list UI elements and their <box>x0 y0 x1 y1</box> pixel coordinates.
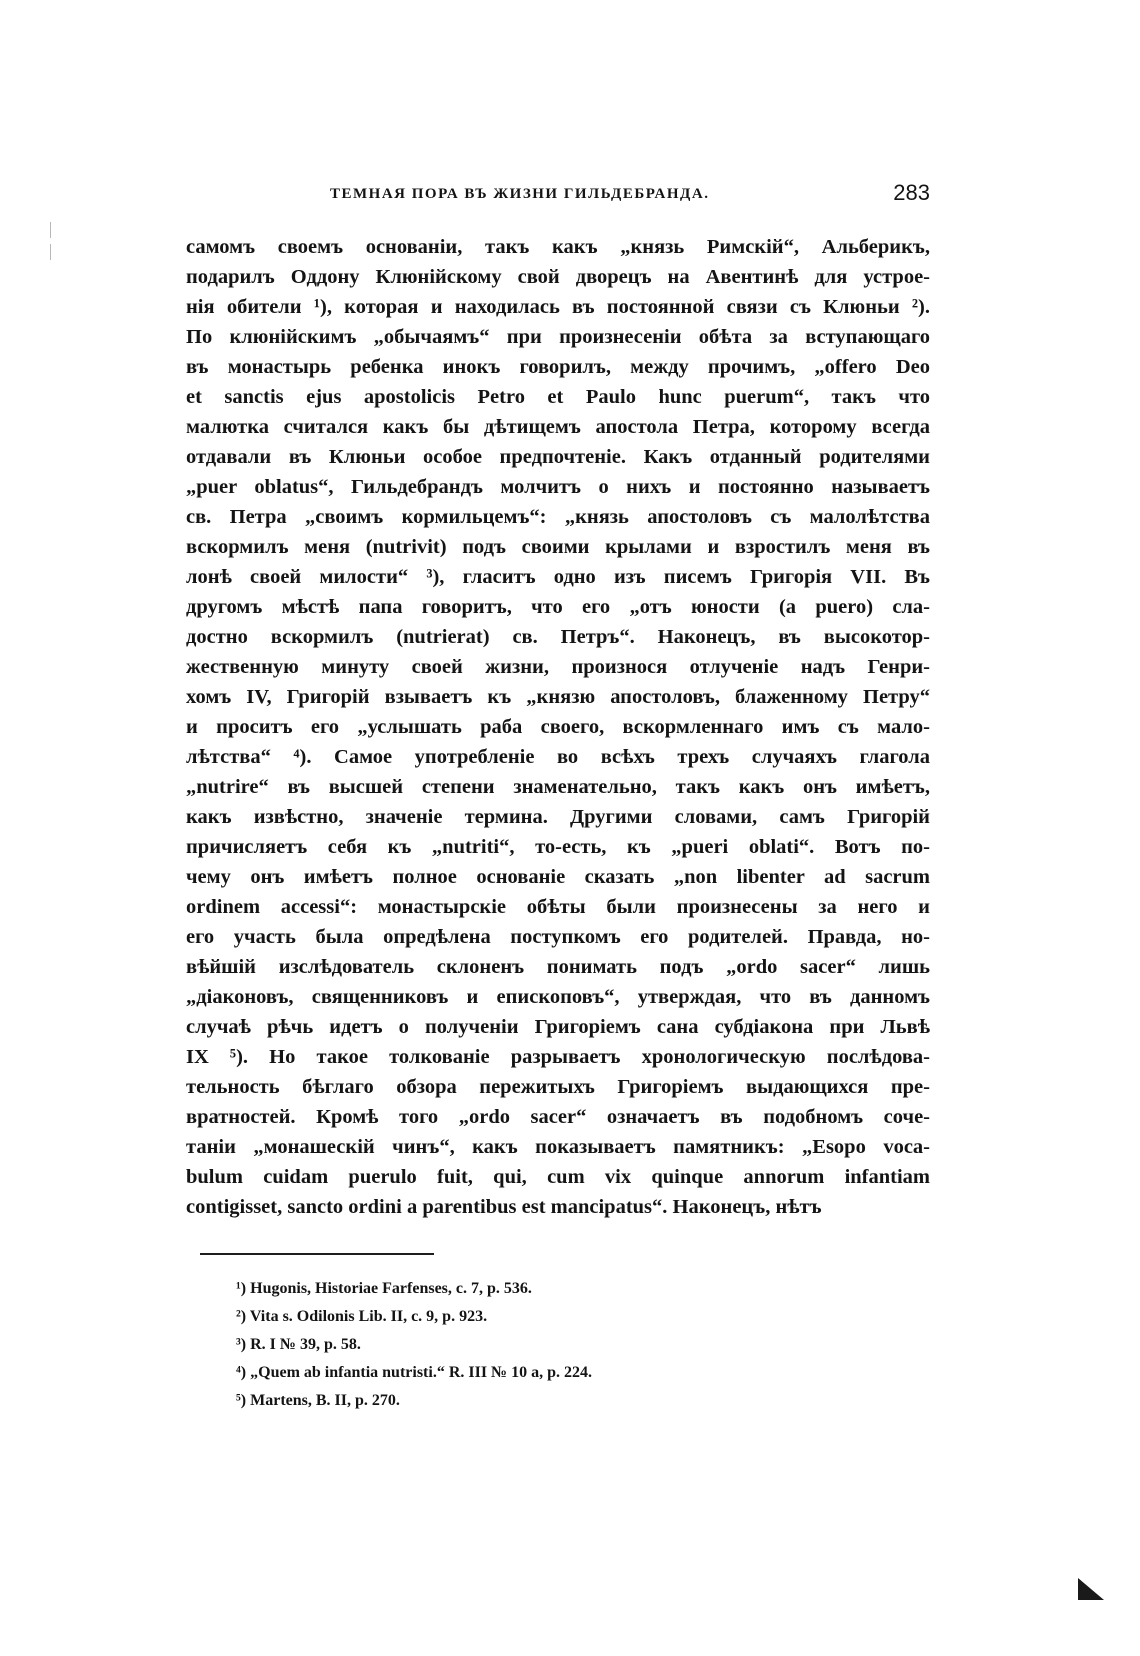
text-line: какъ извѣстно, значеніе термина. Другими словами, самъ Григорій <box>186 806 930 828</box>
text-line: хомъ IV, Григорій взываетъ къ „князю апостоловъ, блаженному Петру“ <box>186 686 930 708</box>
text-line: „діаконовъ, священниковъ и епископовъ“, утверждая, что въ данномъ <box>186 986 930 1008</box>
text-line: „nutrire“ въ высшей степени знаменательно, такъ какъ онъ имѣетъ, <box>186 776 930 798</box>
running-title: ТЕМНАЯ ПОРА ВЪ ЖИЗНИ ГИЛЬДЕБРАНДА. <box>330 186 710 202</box>
text-line: достно вскормилъ (nutrierat) св. Петръ“. Наконецъ, въ высокотор- <box>186 626 930 648</box>
footnote: ¹) Hugonis, Historiae Farfenses, c. 7, p. 536. <box>236 1280 532 1297</box>
text-line: его участь была опредѣлена поступкомъ его родителей. Правда, но- <box>186 926 930 948</box>
margin-mark-lower <box>50 244 51 260</box>
text-line: таніи „монашескій чинъ“, какъ показываетъ памятникъ: „Esopo voca- <box>186 1136 930 1158</box>
text-line: „puer oblatus“, Гильдебрандъ молчитъ о нихъ и постоянно называетъ <box>186 476 930 498</box>
text-line: въ монастырь ребенка инокъ говорилъ, между прочимъ, „offero Deo <box>186 356 930 378</box>
running-header <box>330 180 930 214</box>
text-line: тельность бѣглаго обзора пережитыхъ Григоріемъ выдающихся пре- <box>186 1076 930 1098</box>
text-line: св. Петра „своимъ кормильцемъ“: „князь апостоловъ съ малолѣтства <box>186 506 930 528</box>
page-turn-triangle-icon <box>1078 1578 1104 1600</box>
footnote: ⁴) „Quem ab infantia nutristi.“ R. III № 10 a, p. 224. <box>236 1364 593 1381</box>
text-line: bulum cuidam puerulo fuit, qui, cum vix quinque annorum infantiam <box>186 1166 930 1188</box>
text-line: лѣтства“ ⁴). Самое употребленіе во всѣхъ трехъ случаяхъ глагола <box>186 746 930 768</box>
text-line: contigisset, sancto ordini a parentibus est mancipatus“. Наконецъ, нѣтъ <box>186 1196 822 1218</box>
text-line: вратностей. Кромѣ того „ordo sacer“ означаетъ въ подобномъ соче- <box>186 1106 930 1128</box>
text-line: вскормилъ меня (nutrivit) подъ своими крылами и взростилъ меня въ <box>186 536 930 558</box>
body-text <box>186 232 930 1222</box>
margin-mark-upper <box>50 222 51 238</box>
text-line: По клюнійскимъ „обычаямъ“ при произнесеніи обѣта за вступающаго <box>186 326 930 348</box>
footnote: ⁵) Martens, B. II, p. 270. <box>236 1392 400 1409</box>
text-line: нія обители ¹), которая и находилась въ постоянной связи съ Клюньи ²). <box>186 296 930 318</box>
text-line: и проситъ его „услышать раба своего, вскормленнаго имъ съ мало- <box>186 716 930 738</box>
text-line: самомъ своемъ основаніи, такъ какъ „князь Римскій“, Альберикъ, <box>186 236 930 258</box>
text-line: чему онъ имѣетъ полное основаніе сказать „non libenter ad sacrum <box>186 866 930 888</box>
footnote: ³) R. I № 39, p. 58. <box>236 1336 361 1353</box>
text-line: причисляетъ себя къ „nutriti“, то-есть, къ „pueri oblati“. Вотъ по- <box>186 836 930 858</box>
text-line: другомъ мѣстѣ папа говоритъ, что его „отъ юности (a puero) сла- <box>186 596 930 618</box>
footnotes <box>236 1275 916 1415</box>
text-line: подарилъ Оддону Клюнійскому свой дворецъ на Авентинѣ для устрое- <box>186 266 930 288</box>
text-line: вѣйшій изслѣдователь склоненъ понимать подъ „ordo sacer“ лишь <box>186 956 930 978</box>
text-line: ordinem accessi“: монастырскіе обѣты были произнесены за него и <box>186 896 930 918</box>
footnote-rule <box>200 1253 434 1255</box>
text-line: жественную минуту своей жизни, произнося отлученіе надъ Генри- <box>186 656 930 678</box>
text-line: малютка считался какъ бы дѣтищемъ апостола Петра, которому всегда <box>186 416 930 438</box>
footnote: ²) Vita s. Odilonis Lib. II, c. 9, p. 923. <box>236 1308 488 1325</box>
text-line: IX ⁵). Но такое толкованіе разрываетъ хронологическую послѣдова- <box>186 1046 930 1068</box>
text-line: случаѣ рѣчь идетъ о полученіи Григоріемъ сана субдіакона при Львѣ <box>186 1016 930 1038</box>
text-line: et sanctis ejus apostolicis Petro et Paulo hunc puerum“, такъ что <box>186 386 930 408</box>
text-line: лонѣ своей милости“ ³), гласитъ одно изъ писемъ Григорія VII. Въ <box>186 566 930 588</box>
text-line: отдавали въ Клюньи особое предпочтеніе. Какъ отданный родителями <box>186 446 930 468</box>
page-number: 283 <box>893 180 930 205</box>
